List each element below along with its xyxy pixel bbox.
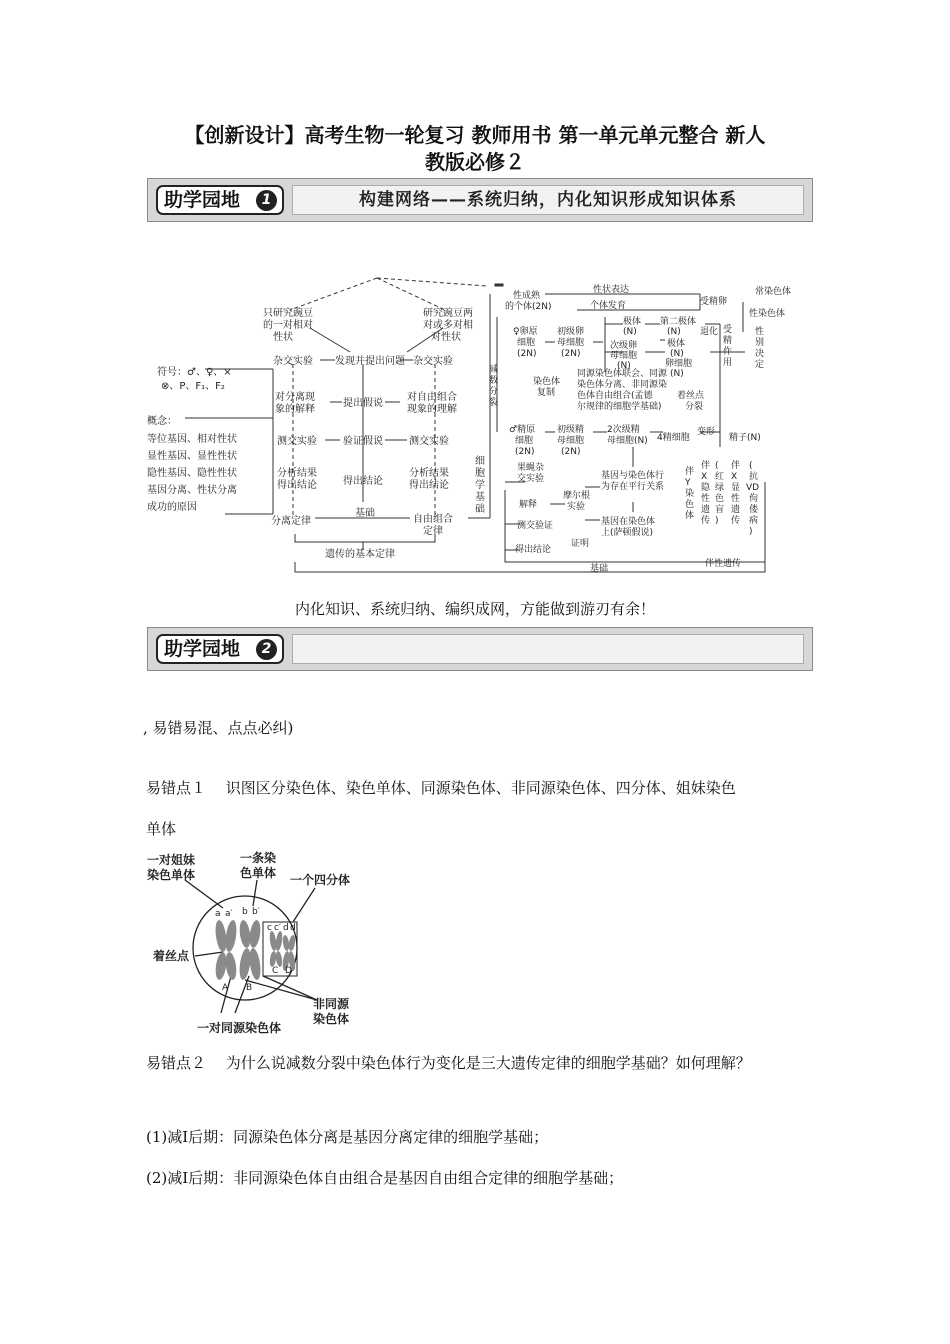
cm-fert-act-1: 受 (723, 325, 733, 335)
cm-test-left: 测交实验 (277, 436, 317, 447)
cm-color-blind-3: 绿 (715, 483, 725, 493)
cm-gene-on-chrom-2: 上(萨顿假说) (601, 528, 654, 538)
cm-polar-1-n: (N) (623, 327, 637, 337)
cm-basis: 基础 (355, 508, 375, 519)
cm-gene-on-chrom-1: 基因在染色体 (601, 517, 656, 527)
cm-morgan-2: 实验 (567, 502, 586, 512)
cm-centromere-1: 着丝点 (677, 391, 705, 401)
cm-male-primordial-3: (2N) (515, 447, 535, 457)
cm-meiosis-4: 裂 (489, 398, 499, 408)
cm-egg-2: (N) (670, 369, 684, 379)
cm-color-blind-1: ( (715, 461, 719, 471)
fig-letter-b-prime: b′ (252, 907, 260, 917)
cm-explain-left-1: 对分离现 (275, 392, 315, 403)
cm-sperm: 精子(N) (729, 433, 761, 443)
cm-primary-sperm-3: (2N) (561, 447, 581, 457)
cm-hypothesis: 提出假说 (343, 398, 383, 409)
cm-color-blind-4: 色 (715, 494, 725, 504)
cm-top-left-2: 的一对相对 (263, 320, 313, 331)
cm-cross-mid: 发现并提出问题 (335, 356, 405, 367)
cm-rickets-7: ) (749, 527, 753, 537)
title-line-1: 【创新设计】高考生物一轮复习 教师用书 第一单元单元整合 新人 (184, 123, 766, 147)
cm-top-left-1: 只研究豌豆 (263, 308, 313, 319)
banner-badge-2 (156, 634, 284, 664)
cm-events-4: 尔规律的细胞学基础) (577, 402, 662, 412)
cm-x-rec-4: 性 (701, 494, 711, 504)
cm-law-free-1: 自由组合 (413, 514, 453, 525)
fig-centromere: 着丝点 (153, 949, 190, 963)
cm-parallel-1: 基因与染色体行 (601, 471, 665, 481)
cm-chrom-copy-1: 染色体 (533, 377, 561, 387)
cm-concepts-3: 隐性基因、隐性性状 (147, 468, 237, 479)
cm-female-primordial-1: ♀卵原 (513, 327, 538, 337)
cm-meiosis-2: 数 (489, 376, 499, 386)
fig-letter-a-prime: a′ (225, 909, 233, 919)
cm-rickets-2: 抗 (749, 472, 759, 482)
chromosome-figure (145, 848, 370, 1036)
cm-secondary-oocyte-3: (N) (617, 361, 631, 371)
map-caption: 内化知识、系统归纳、编织成网，方能做到游刃有余！ (294, 600, 655, 618)
point-2-text: 为什么说减数分裂中染色体行为变化是三大遗传定律的细胞学基础？如何理解？ (225, 1054, 751, 1072)
fig-letter-a: a (215, 909, 221, 919)
cm-concepts-1: 等位基因、相对性状 (147, 434, 237, 445)
cm-top-left-3: 性状 (273, 332, 293, 343)
banner-badge-1 (156, 185, 284, 215)
section-banner-1 (147, 178, 813, 222)
fig-letter-c-prime: c′ (274, 923, 281, 933)
banner-heading-2 (292, 634, 804, 664)
cm-x-dom-6: 传 (731, 516, 741, 526)
cm-primary-sperm-1: 初级精 (557, 425, 585, 435)
fig-nonhomologous-1: 非同源 (313, 997, 350, 1011)
cm-cytology-1: 细 (475, 456, 485, 467)
cm-cross-right: 杂交实验 (413, 356, 453, 367)
document-title (140, 122, 810, 176)
cm-male-primordial-1: ♂精原 (509, 425, 536, 435)
fig-letter-B: B (246, 983, 253, 993)
cm-meiosis-1: 减 (489, 365, 499, 375)
cm-x-rec-5: 遗 (701, 505, 711, 515)
cm-analyze-left-2: 得出结论 (277, 480, 317, 491)
cm-verify: 验证假说 (343, 436, 383, 447)
cm-explain-left-2: 象的解释 (275, 404, 315, 415)
cm-sex-det-2: 别 (755, 338, 765, 348)
cm-x-dom-4: 性 (731, 494, 741, 504)
cm-fert-act-2: 精 (723, 336, 733, 346)
cm-fertilized-egg: 受精卵 (700, 297, 728, 307)
cm-centromere-2: 分裂 (685, 402, 704, 412)
cm-x-dom-3: 显 (731, 483, 741, 493)
fig-tetrad: 一个四分体 (290, 873, 351, 887)
cm-rickets-5: 偻 (749, 505, 759, 515)
cm-cytology-5: 础 (475, 504, 485, 515)
cm-polar-2: 第二极体 (660, 317, 697, 327)
cm-sex-det-1: 性 (755, 327, 765, 337)
cm-cytology-2: 胞 (475, 468, 485, 479)
cm-secondary-sperm-1: 2次级精 (607, 425, 640, 435)
banner-badge-label-2: 助学园地 (164, 638, 241, 660)
section-banner-2 (147, 627, 813, 671)
genetics-concept-map (145, 272, 792, 577)
cm-law-free-2: 定律 (423, 526, 443, 537)
cm-cross-left: 杂交实验 (273, 356, 313, 367)
cm-male-primordial-2: 细胞 (515, 436, 534, 446)
cm-top-right-3: 对性状 (431, 332, 461, 343)
cm-symbols-2: ⊗、P、F₁、F₂ (161, 381, 225, 392)
cm-concepts-label: 概念： (147, 416, 177, 427)
fig-nonhomologous-2: 染色体 (313, 1012, 350, 1026)
banner-badge-label: 助学园地 (164, 189, 241, 211)
title-line-2: 教版必修２ (425, 150, 525, 174)
cm-morgan-1: 摩尔根 (563, 491, 591, 501)
cm-proof: 证明 (571, 539, 590, 549)
cm-parallel-2: 为存在平行关系 (601, 482, 665, 492)
cm-secondary-oocyte-1: 次级卵 (610, 341, 638, 351)
cm-sex-linked: 伴性遗传 (705, 559, 742, 569)
cm-analyze-right-1: 分析结果 (409, 468, 449, 479)
cm-analyze-right-2: 得出结论 (409, 480, 449, 491)
cm-color-blind-5: 盲 (715, 505, 725, 515)
fig-sister-1: 一对姐妹 (147, 853, 196, 867)
cm-sexual-mature-2: 的个体(2N) (505, 302, 552, 312)
cm-autosome: 常染色体 (755, 287, 792, 297)
banner-heading-1: 构建网络——系统归纳，内化知识形成知识体系 (292, 185, 804, 215)
cm-secondary-oocyte-2: 母细胞 (610, 351, 638, 361)
cm-individual-dev: 个体发育 (590, 301, 627, 311)
cm-draw-conclusion: 得出结论 (515, 545, 552, 555)
cm-top-right-1: 研究豌豆两 (423, 308, 473, 319)
cm-concepts-2: 显性基因、显性性状 (147, 451, 237, 462)
point-1-label: 易错点１ (146, 779, 207, 797)
fig-sister-2: 染色单体 (147, 868, 196, 882)
cm-degenerate: 退化 (700, 327, 719, 337)
cm-explain-right-2: 现象的理解 (407, 404, 457, 415)
cm-sex-det-4: 定 (755, 360, 765, 370)
badge-number-circle: 1 (256, 190, 277, 211)
fig-single-2: 色单体 (240, 866, 277, 880)
cm-x-dom-5: 遗 (731, 505, 741, 515)
fig-letter-d: d (283, 923, 289, 933)
cm-primary-oocyte-2: 母细胞 (557, 338, 585, 348)
point-1-text-cont: 单体 (146, 820, 177, 838)
cm-top-right-2: 对或多对相 (423, 320, 473, 331)
cm-rickets-6: 病 (749, 516, 759, 526)
cm-sex-chrom: 性染色体 (749, 309, 786, 319)
cm-x-rec-3: 隐 (701, 483, 711, 493)
cm-basic-laws: 遗传的基本定律 (325, 549, 395, 560)
cm-y-linked-1: 伴 (685, 467, 695, 477)
section-intro: , 易错易混、点点必纠) (143, 719, 294, 737)
cm-spermatid: 4精细胞 (657, 433, 690, 443)
cm-symbols-label: 符号： (157, 367, 187, 378)
cm-fly-exp-2: 交实验 (517, 474, 545, 484)
cm-conclusion: 得出结论 (343, 476, 383, 487)
cm-polar-3-n: (N) (670, 349, 684, 359)
cm-primary-oocyte-1: 初级卵 (557, 327, 585, 337)
cm-x-dom-2: X (731, 472, 738, 482)
cm-x-rec-6: 传 (701, 516, 711, 526)
fig-letter-c: c (267, 923, 272, 933)
cm-y-linked-4: 色 (685, 500, 695, 510)
cm-rickets-3: VD (746, 483, 760, 493)
fig-letter-b: b (242, 907, 248, 917)
cm-sexual-mature-1: 性成熟 (513, 291, 541, 301)
cm-symbols-1: ♂、♀、× (187, 367, 232, 378)
fig-letter-A: A (222, 983, 229, 993)
cm-analyze-left-1: 分析结果 (277, 468, 317, 479)
cm-cytology-3: 学 (475, 480, 485, 491)
cm-rickets-4: 佝 (749, 494, 759, 504)
cm-events-3: 色体自由组合(孟德 (577, 391, 653, 401)
cm-fly-exp-1: 果蝇杂 (517, 463, 545, 473)
cm-concepts-4: 基因分离、性状分离 (147, 485, 237, 496)
cm-secondary-sperm-2: 母细胞(N) (607, 436, 648, 446)
cm-sex-det-3: 决 (755, 349, 765, 359)
cm-fert-act-4: 用 (723, 358, 733, 368)
cm-y-linked-3: 染 (685, 489, 695, 499)
cm-x-dom-1: 伴 (731, 461, 741, 471)
cm-color-blind-2: 红 (715, 472, 725, 482)
answer-1: (1)减Ⅰ后期：同源染色体分离是基因分离定律的细胞学基础； (146, 1128, 549, 1146)
cm-color-blind-6: ) (715, 516, 719, 526)
fig-single-1: 一条染 (240, 851, 277, 865)
cm-primary-oocyte-3: (2N) (561, 349, 581, 359)
cm-primary-sperm-2: 母细胞 (557, 436, 585, 446)
cm-chrom-copy-2: 复制 (537, 388, 556, 398)
error-point-2 (146, 1052, 836, 1074)
badge-number-circle-2: 2 (256, 639, 277, 660)
cm-y-linked-5: 体 (685, 511, 695, 521)
cm-transform: 变形 (697, 427, 716, 437)
cm-x-rec-1: 伴 (701, 461, 711, 471)
point-1-text: 识图区分染色体、染色单体、同源染色体、非同源染色体、四分体、姐妹染色 (225, 779, 736, 797)
cm-events-1: 同源染色体联会、同源 (577, 369, 668, 379)
cm-explain: 解释 (519, 500, 538, 510)
cm-basis-bottom: 基础 (590, 564, 609, 574)
cm-meiosis-3: 分 (489, 387, 499, 397)
cm-law-separation: 分离定律 (271, 516, 311, 527)
cm-polar-2-n: (N) (667, 327, 681, 337)
cm-fert-act-3: 作 (723, 347, 733, 357)
cm-events-2: 染色体分离、非同源染 (577, 380, 668, 390)
cm-y-linked-2: Y (685, 478, 691, 488)
cm-cytology-4: 基 (475, 492, 485, 503)
cm-x-rec-2: X (701, 472, 708, 482)
cm-trait-expr: 性状表达 (593, 285, 630, 295)
error-point-1 (146, 777, 826, 799)
cm-polar-1: 极体 (623, 317, 642, 327)
fig-letter-d-prime: d′ (290, 923, 298, 933)
cm-female-primordial-2: 细胞 (517, 338, 536, 348)
answer-2: (2)减Ⅰ后期：非同源染色体自由组合是基因自由组合定律的细胞学基础； (146, 1169, 624, 1187)
fig-letter-C: C (272, 966, 279, 976)
point-2-label: 易错点２ (146, 1054, 207, 1072)
cm-polar-3: 极体 (667, 339, 686, 349)
cm-explain-right-1: 对自由组合 (407, 392, 457, 403)
cm-concepts-5: 成功的原因 (147, 502, 197, 513)
cm-egg-1: 卵细胞 (665, 359, 693, 369)
fig-letter-D: D (285, 966, 292, 976)
cm-test-right: 测交实验 (409, 436, 449, 447)
cm-test-verify: 测交验证 (517, 521, 554, 531)
fig-homologous: 一对同源染色体 (197, 1021, 282, 1035)
cm-rickets-1: ( (749, 461, 753, 471)
cm-female-primordial-3: (2N) (517, 349, 537, 359)
